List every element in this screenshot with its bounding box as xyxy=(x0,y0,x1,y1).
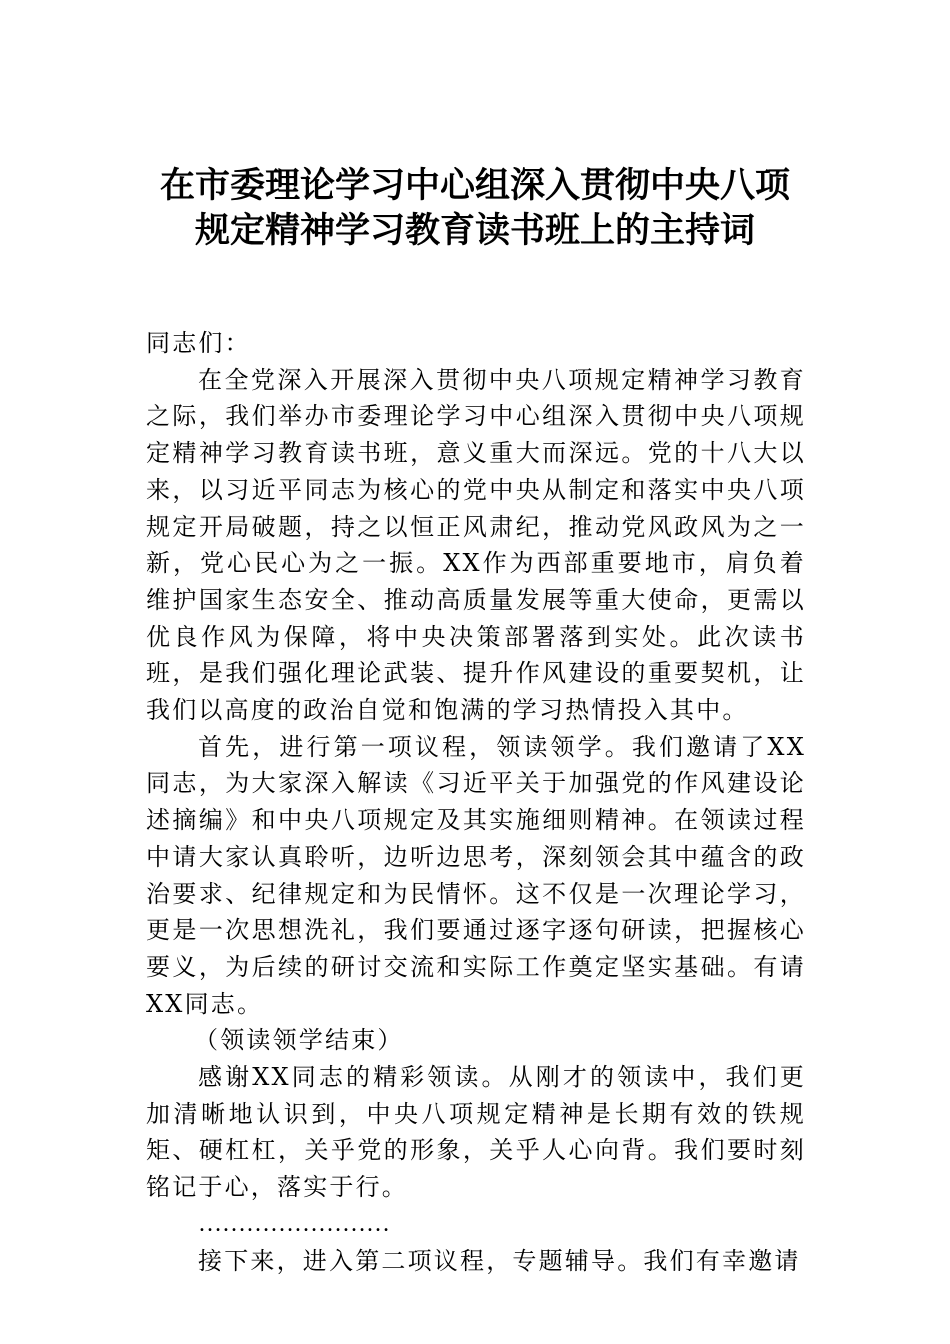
document-title-line2: 规定精神学习教育读书班上的主持词 xyxy=(194,211,755,251)
paragraph-first-agenda: 首先，进行第一项议程，领读领学。我们邀请了XX同志，为大家深入解读《习近平关于加强党的作风建设论述摘编》和中央八项规定及其实施细则精神。在领读过程中请大家认真聆听，边听边思考，深刻领会其中蕴含的政治要求、纪律规定和为民情怀。这不仅是一次理论学习，更是一次思想洗礼，我们要通过逐字逐句研读，把握核心要义，为后续的研讨交流和实际工作奠定坚实基础。有请XX同志。 xyxy=(146,732,806,1018)
paragraph-intro: 在全党深入开展深入贯彻中央八项规定精神学习教育之际，我们举办市委理论学习中心组深入贯彻中央八项规定精神学习教育读书班，意义重大而深远。党的十八大以来，以习近平同志为核心的党中央从制定和落实中央八项规定开局破题，持之以恒正风肃纪，推动党风政风为之一新，党心民心为之一振。XX作为西部重要地市，肩负着维护国家生态安全、推动高质量发展等重大使命，更需以优良作风为保障，将中央决策部署落到实处。此次读书班，是我们强化理论武装、提升作风建设的重要契机，让我们以高度的政治自觉和饱满的学习热情投入其中。 xyxy=(146,365,806,725)
paragraph-thanks: 感谢XX同志的精彩领读。从刚才的领读中，我们更加清晰地认识到，中央八项规定精神是长期有效的铁规矩、硬杠杠，关乎党的形象，关乎人心向背。我们要时刻铭记于心，落实于行。 xyxy=(146,1063,806,1202)
document-body xyxy=(146,325,806,1279)
document-title-line1: 在市委理论学习中心组深入贯彻中央八项 xyxy=(159,166,790,206)
salutation: 同志们： xyxy=(146,329,251,357)
paragraph-second-agenda: 接下来，进入第二项议程，专题辅导。我们有幸邀请 xyxy=(198,1246,801,1275)
omission-marker: …………………… xyxy=(198,1210,390,1237)
stage-note: （领读领学结束） xyxy=(194,1026,404,1055)
